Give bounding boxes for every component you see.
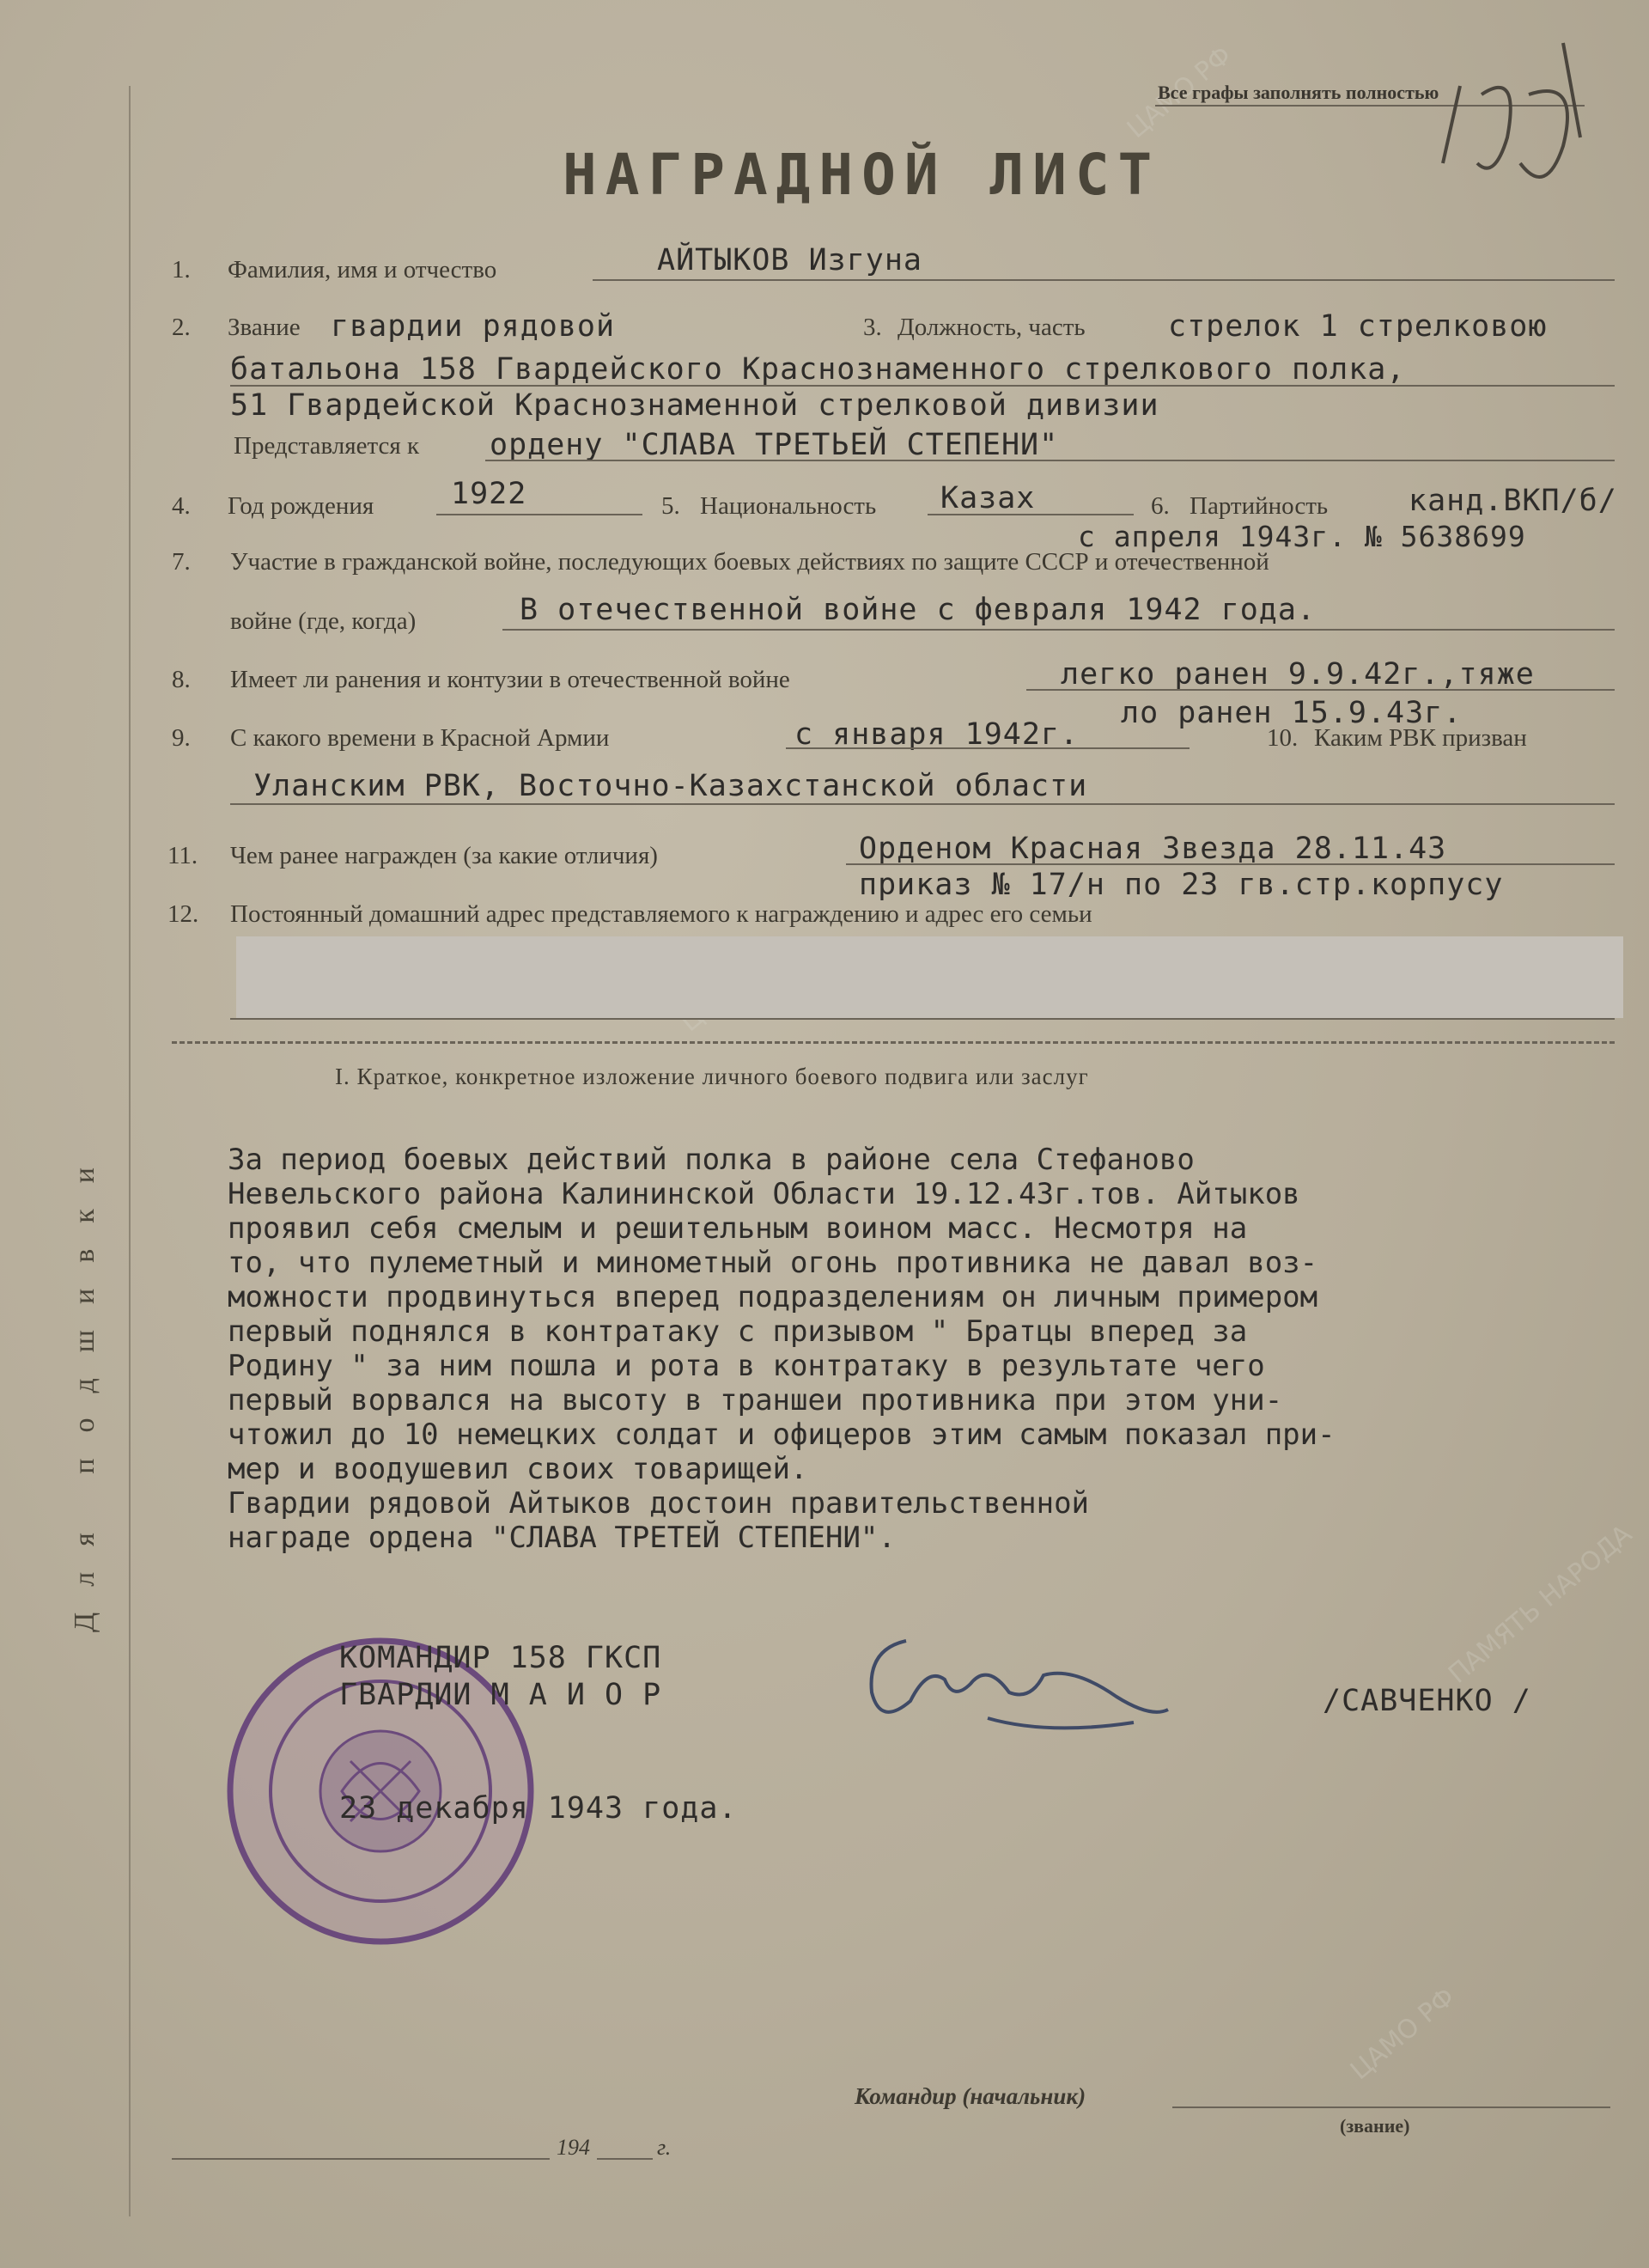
position-value-line2: батальона 158 Гвардейского Краснознаменного стрелкового полка, [230,352,1406,387]
narrative-line: Родину " за ним пошла и рота в контратаку в результате чего [228,1349,1265,1383]
watermark: ЦАМО РФ [1121,40,1238,145]
wounds-label: Имеет ли ранения и контузии в отечественной войне [230,666,790,693]
field-number: 12. [167,900,199,928]
underline [597,2158,653,2160]
underline [230,803,1615,805]
margin-line [129,86,131,2216]
nationality-value: Казах [940,481,1036,515]
presented-value: ордену "СЛАВА ТРЕТЬЕЙ СТЕПЕНИ" [490,428,1059,462]
narrative-line: награде ордена "СЛАВА ТРЕТЕЙ СТЕПЕНИ". [228,1521,896,1555]
party-value-line1: канд.ВКП/б/ [1409,484,1617,518]
underline [485,460,1615,461]
underline [230,385,1615,387]
address-label: Постоянный домашний адрес представляемого к награждению и адрес его семьи [230,900,1092,928]
field-number: 5. [661,492,680,520]
narrative-line: чтожил до 10 немецких солдат и офицеров этим самым показал при- [228,1418,1336,1452]
section-divider [172,1041,1615,1044]
commander-label: Командир (начальник) [855,2083,1086,2109]
narrative-line: Гвардии рядовой Айтыков достоин правительственной [228,1486,1090,1521]
narrative-line: можности продвинуться вперед подразделениям он личным примером [228,1280,1318,1314]
service-since-label: С какого времени в Красной Армии [230,724,610,752]
handwritten-number [1409,34,1632,223]
header-note: Все графы заполнять полностью [1158,82,1439,103]
birth-year-label: Год рождения [228,492,374,520]
field-number: 7. [172,548,191,576]
watermark: ПАМЯТЬ НАРОДА [1442,1519,1639,1690]
position-label: Должность, часть [898,314,1086,341]
field-number: 10. [1267,724,1299,752]
draft-office-value: Уланским РВК, Восточно-Казахстанской области [253,769,1088,803]
participation-value: В отечественной войне с февраля 1942 года. [520,593,1317,627]
underline [786,747,1190,749]
awards-value-line2: приказ № 17/н по 23 гв.стр.корпусу [859,868,1504,902]
redacted-address [236,936,1623,1018]
name-label: Фамилия, имя и отчество [228,256,497,284]
signer-name: /САВЧЕНКО / [1323,1684,1531,1718]
underline [928,514,1134,515]
party-label: Партийность [1190,492,1329,520]
draft-office-label: Каким РВК призван [1314,724,1527,752]
field-number: 2. [172,314,191,341]
underline [593,279,1615,281]
birth-year-value: 1922 [451,477,527,511]
presented-label: Представляется к [234,432,420,460]
field-number: 4. [172,492,191,520]
field-number: 1. [172,256,191,284]
name-value: АЙТЫКОВ Изгуна [657,243,923,277]
field-number: 11. [167,842,198,869]
nationality-label: Национальность [700,492,877,520]
rank-label: Звание [228,314,301,341]
narrative [228,1143,1619,1555]
field-number: 8. [172,666,191,693]
wounds-value-line2: ло ранен 15.9.43г. [1121,696,1463,730]
underline [1172,2106,1610,2108]
underline [1026,689,1615,691]
field-number: 6. [1151,492,1170,520]
handwritten-number-text [1443,86,1445,87]
narrative-line: Невельского района Калининской Области 19.12.43г.тов. Айтыков [228,1177,1300,1211]
margin-label: Для подшивки [69,1142,100,1632]
field-number: 9. [172,724,191,752]
year-label: 194 [557,2135,590,2160]
underline [502,629,1615,631]
watermark: ЦАМО РФ [1344,1981,1461,2087]
underline [230,1018,1615,1020]
year-suffix: г. [657,2135,672,2160]
narrative-line: мер и воодушевил своих товарищей. [228,1452,808,1486]
service-since-value: с января 1942г. [794,717,1080,752]
section-heading: I. Краткое, конкретное изложение личного боевого подвига или заслуг [335,1064,1089,1089]
signer-title: КОМАНДИР 158 ГКСП [339,1641,662,1675]
participation-label-line1: Участие в гражданской войне, последующих боевых действиях по защите СССР и отечественной [230,548,1269,576]
party-value-line2: с апреля 1943г. № 5638699 [1078,520,1526,553]
field-number: 3. [863,314,882,341]
underline [172,2158,550,2160]
rank-value: гвардии рядовой [331,309,616,344]
signing-date: 23 декабря 1943 года. [339,1791,738,1826]
wounds-value-line1: легко ранен 9.9.42г.,тяже [1061,657,1535,692]
awards-label: Чем ранее награжден (за какие отличия) [230,842,658,869]
underline [846,863,1615,865]
rank-caption: (звание) [1340,2115,1410,2137]
narrative-line: то, что пулеметный и минометный огонь противника не давал воз- [228,1246,1318,1280]
participation-label-line2: войне (где, когда) [230,607,417,635]
signature [859,1615,1185,1744]
position-value-line1: стрелок 1 стрелковою [1168,309,1548,344]
underline [436,514,642,515]
awards-value-line1: Орденом Красная Звезда 28.11.43 [859,832,1447,866]
signer-rank: ГВАРДИИ М А И О Р [339,1678,662,1712]
narrative-line: За период боевых действий полка в районе села Стефаново [228,1143,1195,1177]
narrative-line: первый поднялся в контратаку с призывом " Братцы вперед за [228,1314,1248,1349]
page-title: НАГРАДНОЙ ЛИСТ [563,142,1161,208]
narrative-line: первый ворвался на высоту в траншеи противника при этом уни- [228,1383,1283,1418]
position-value-line3: 51 Гвардейской Краснознаменной стрелковой дивизии [230,388,1159,423]
narrative-line: проявил себя смелым и решительным воином масс. Несмотря на [228,1211,1248,1246]
